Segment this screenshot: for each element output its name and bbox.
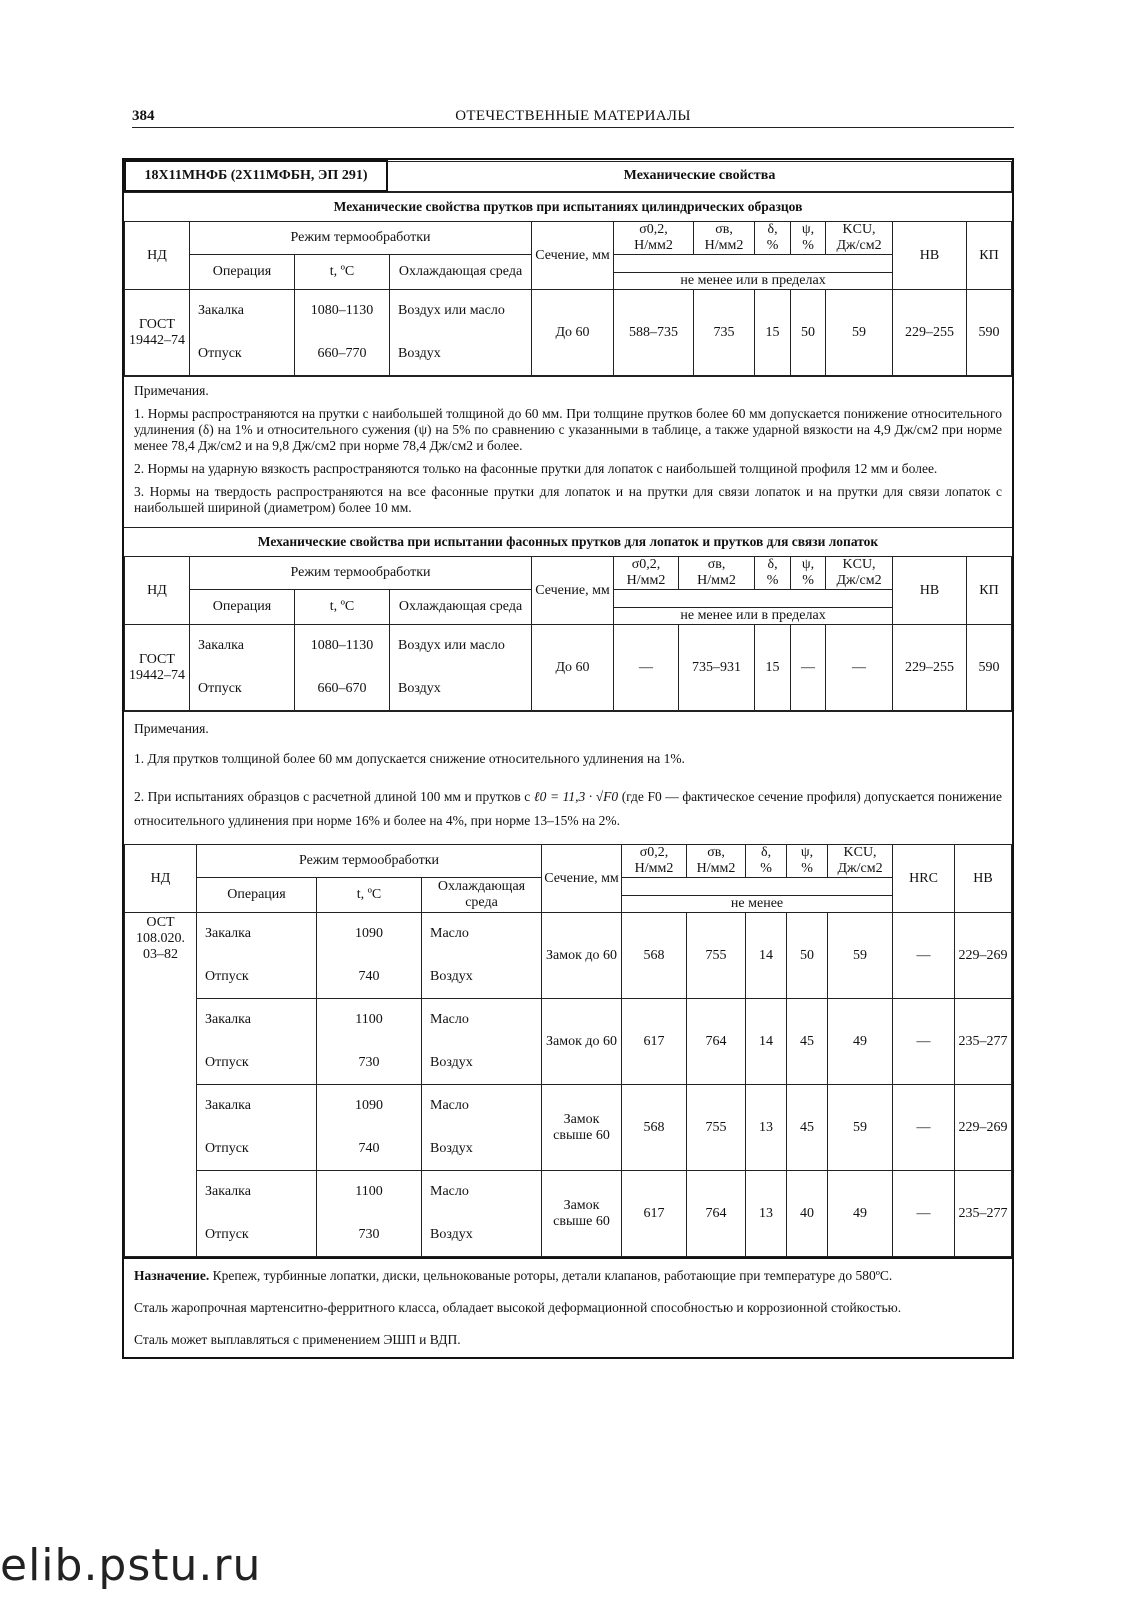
temp-cell: 1100: [317, 999, 422, 1042]
medium-header: Охлаждающая среда: [422, 878, 542, 913]
kcu-cell: 49: [828, 999, 893, 1085]
nd-header: НД: [125, 845, 197, 913]
kcu-cell: —: [826, 625, 893, 711]
hrc-cell: —: [893, 1085, 955, 1171]
delta-cell: 14: [746, 913, 787, 999]
temp-header: t, ºC: [295, 590, 390, 625]
section-cell: Замок свыше 60: [542, 1085, 622, 1171]
watermark: elib.pstu.ru: [0, 1540, 262, 1591]
kcu-cell: 59: [826, 290, 893, 376]
section-header: Сечение, мм: [542, 845, 622, 913]
table3: [124, 844, 1012, 1257]
psi-cell: 50: [791, 290, 826, 376]
sigmab-cell: 764: [687, 999, 746, 1085]
sigmab-cell: 735–931: [679, 625, 755, 711]
hb-header: НВ: [893, 222, 967, 290]
operation-header: Операция: [190, 255, 295, 290]
delta-header: δ, %: [746, 845, 787, 878]
psi-cell: 50: [787, 913, 828, 999]
delta-cell: 15: [755, 625, 791, 711]
medium-cell: Воздух или масло: [390, 290, 532, 333]
grade-title: 18Х11МНФБ (2Х11МФБН, ЭП 291): [125, 161, 387, 191]
psi-cell: 45: [787, 1085, 828, 1171]
psi-header: ψ, %: [791, 222, 826, 255]
purpose-line: Сталь может выплавляться с применением ЭШП и ВДП.: [134, 1332, 461, 1347]
medium-cell: Воздух: [422, 1214, 542, 1257]
table-row: [125, 1171, 1012, 1214]
operation-header: Операция: [190, 590, 295, 625]
psi-cell: 45: [787, 999, 828, 1085]
medium-header: Охлаждающая среда: [390, 255, 532, 290]
psi-cell: —: [791, 625, 826, 711]
op-cell: Отпуск: [197, 1128, 317, 1171]
kp-cell: 590: [967, 290, 1012, 376]
table2-caption: Механические свойства при испытании фасонных прутков для лопаток и прутков для связи лопаток: [124, 527, 1012, 556]
sigma02-cell: 588–735: [614, 290, 694, 376]
medium-cell: Воздух: [422, 956, 542, 999]
kcu-cell: 59: [828, 913, 893, 999]
delta-cell: 15: [755, 290, 791, 376]
notes1: [124, 376, 1012, 527]
sigmab-header: σв, Н/мм2: [694, 222, 755, 255]
temp-cell: 740: [317, 1128, 422, 1171]
sigma02-cell: 617: [622, 1171, 687, 1257]
sigma02-cell: 568: [622, 913, 687, 999]
op-cell: Закалка: [197, 1085, 317, 1128]
kcu-header: KCU, Дж/см2: [826, 222, 893, 255]
kp-header: КП: [967, 222, 1012, 290]
kcu-cell: 49: [828, 1171, 893, 1257]
notes2-title: Примечания.: [134, 721, 209, 736]
material-card: [122, 158, 1014, 1359]
psi-header: ψ, %: [787, 845, 828, 878]
op-cell: Отпуск: [197, 956, 317, 999]
nd-cell: ОСТ 108.020. 03–82: [125, 913, 197, 1257]
sigma02-cell: —: [614, 625, 679, 711]
delta-cell: 13: [746, 1171, 787, 1257]
hb-header: НВ: [893, 557, 967, 625]
hrc-header: HRC: [893, 845, 955, 913]
sigma02-header: σ0,2, Н/мм2: [614, 557, 679, 590]
nd-header: НД: [125, 222, 190, 290]
running-head: ОТЕЧЕСТВЕННЫЕ МАТЕРИАЛЫ: [455, 108, 691, 124]
section-cell: Замок свыше 60: [542, 1171, 622, 1257]
sigmab-cell: 735: [694, 290, 755, 376]
medium-cell: Воздух: [390, 333, 532, 376]
notes1-title: Примечания.: [134, 383, 209, 398]
table1-caption: Механические свойства прутков при испытаниях цилиндрических образцов: [124, 192, 1012, 221]
note-item: 1. Для прутков толщиной более 60 мм допускается снижение относительного удлинения на 1%.: [134, 751, 685, 766]
note-item: 2. При испытаниях образцов с расчетной длиной 100 мм и прутков с ℓ0 = 11,3 · √F0 (где F0 — фактическое сечение профиля) допускается понижение относительного удлинения при норме 16% и более на 4%, при норме 13–15% на 2%.: [134, 789, 1003, 828]
medium-header: Охлаждающая среда: [390, 590, 532, 625]
hb-cell: 229–269: [955, 913, 1012, 999]
table1: [124, 221, 1012, 376]
op-cell: Закалка: [190, 290, 295, 333]
purpose-text: Крепеж, турбинные лопатки, диски, цельнокованые роторы, детали клапанов, работающие при температуре до 580ºC.: [212, 1268, 893, 1283]
temp-cell: 1080–1130: [295, 625, 390, 668]
temp-cell: 740: [317, 956, 422, 999]
hb-cell: 235–277: [955, 999, 1012, 1085]
sigmab-header: σв, Н/мм2: [687, 845, 746, 878]
temp-cell: 660–670: [295, 668, 390, 711]
op-cell: Закалка: [190, 625, 295, 668]
purpose-line: Сталь жаропрочная мартенситно-ферритного класса, обладает высокой деформационной способностью и коррозионной стойкостью.: [134, 1300, 902, 1315]
purpose-line: [134, 1267, 1002, 1285]
hb-cell: 229–269: [955, 1085, 1012, 1171]
temp-cell: 730: [317, 1042, 422, 1085]
table-row: [125, 913, 1012, 956]
psi-header: ψ, %: [791, 557, 826, 590]
nd-cell: ГОСТ 19442–74: [125, 290, 190, 376]
medium-cell: Воздух: [422, 1128, 542, 1171]
table-row: [125, 999, 1012, 1042]
op-cell: Закалка: [197, 1171, 317, 1214]
op-cell: Закалка: [197, 999, 317, 1042]
title-row: [124, 160, 1012, 192]
notes2: [124, 711, 1012, 844]
sigma02-header: σ0,2, Н/мм2: [622, 845, 687, 878]
medium-cell: Масло: [422, 999, 542, 1042]
hb-cell: 229–255: [893, 625, 967, 711]
hb-cell: 229–255: [893, 290, 967, 376]
operation-header: Операция: [197, 878, 317, 913]
hrc-cell: —: [893, 999, 955, 1085]
table2: [124, 556, 1012, 711]
temp-cell: 1100: [317, 1171, 422, 1214]
limits-header: не менее или в пределах: [614, 608, 893, 625]
temp-cell: 730: [317, 1214, 422, 1257]
sigma02-header: σ0,2, Н/мм2: [614, 222, 694, 255]
length-formula: ℓ0 = 11,3 · √F0: [533, 789, 619, 804]
temp-cell: 1080–1130: [295, 290, 390, 333]
section-cell: До 60: [532, 290, 614, 376]
temp-header: t, ºC: [295, 255, 390, 290]
kcu-cell: 59: [828, 1085, 893, 1171]
temp-cell: 1090: [317, 1085, 422, 1128]
table-row: [125, 1085, 1012, 1128]
sigmab-header: σв, Н/мм2: [679, 557, 755, 590]
delta-header: δ, %: [755, 557, 791, 590]
sigmab-cell: 755: [687, 913, 746, 999]
min-header: не менее: [622, 896, 893, 913]
regime-header: Режим термообработки: [190, 222, 532, 255]
op-cell: Отпуск: [190, 333, 295, 376]
medium-cell: Масло: [422, 1085, 542, 1128]
temp-cell: 1090: [317, 913, 422, 956]
op-cell: Отпуск: [197, 1214, 317, 1257]
psi-cell: 40: [787, 1171, 828, 1257]
hb-header: НВ: [955, 845, 1012, 913]
medium-cell: Воздух или масло: [390, 625, 532, 668]
kp-cell: 590: [967, 625, 1012, 711]
section-cell: Замок до 60: [542, 999, 622, 1085]
note-item: 3. Нормы на твердость распространяются на все фасонные прутки для лопаток и на прутки для связи лопаток и на прутки для связи лопаток с наибольшей шириной (диаметром) более 10 мм.: [134, 484, 1002, 515]
regime-header: Режим термообработки: [190, 557, 532, 590]
sigmab-cell: 764: [687, 1171, 746, 1257]
purpose-label: Назначение.: [134, 1268, 210, 1283]
purpose-block: [124, 1257, 1012, 1357]
op-cell: Закалка: [197, 913, 317, 956]
hb-cell: 235–277: [955, 1171, 1012, 1257]
regime-header: Режим термообработки: [197, 845, 542, 878]
medium-cell: Масло: [422, 1171, 542, 1214]
delta-cell: 14: [746, 999, 787, 1085]
section-cell: Замок до 60: [542, 913, 622, 999]
kp-header: КП: [967, 557, 1012, 625]
kcu-header: KCU, Дж/см2: [826, 557, 893, 590]
sigmab-cell: 755: [687, 1085, 746, 1171]
page-header: [132, 105, 1014, 128]
nd-cell: ГОСТ 19442–74: [125, 625, 190, 711]
medium-cell: Воздух: [390, 668, 532, 711]
delta-header: δ, %: [755, 222, 791, 255]
sigma02-cell: 617: [622, 999, 687, 1085]
temp-cell: 660–770: [295, 333, 390, 376]
op-cell: Отпуск: [197, 1042, 317, 1085]
hrc-cell: —: [893, 1171, 955, 1257]
sigma02-cell: 568: [622, 1085, 687, 1171]
section-header: Сечение, мм: [532, 557, 614, 625]
medium-cell: Воздух: [422, 1042, 542, 1085]
limits-header: не менее или в пределах: [614, 273, 893, 290]
section-cell: До 60: [532, 625, 614, 711]
temp-header: t, ºC: [317, 878, 422, 913]
delta-cell: 13: [746, 1085, 787, 1171]
section-title: Механические свойства: [387, 161, 1012, 191]
medium-cell: Масло: [422, 913, 542, 956]
kcu-header: KCU, Дж/см2: [828, 845, 893, 878]
op-cell: Отпуск: [190, 668, 295, 711]
note-item: 1. Нормы распространяются на прутки с наибольшей толщиной до 60 мм. При толщине прутков более 60 мм допускается понижение относительного удлинения (δ) на 1% и относительного сужения (ψ) на 5% по сравнению с указанными в таблице, а также ударной вязкости на 4,9 Дж/см2 при норме менее 78,4 Дж/см2 и на 9,8 Дж/см2 при норме 78,4 Дж/см2 и более.: [134, 406, 1002, 453]
page-number: 384: [132, 108, 155, 124]
note-item: 2. Нормы на ударную вязкость распространяются только на фасонные прутки для лопаток с наибольшей толщиной профиля 12 мм и более.: [134, 461, 938, 476]
section-header: Сечение, мм: [532, 222, 614, 290]
hrc-cell: —: [893, 913, 955, 999]
nd-header: НД: [125, 557, 190, 625]
